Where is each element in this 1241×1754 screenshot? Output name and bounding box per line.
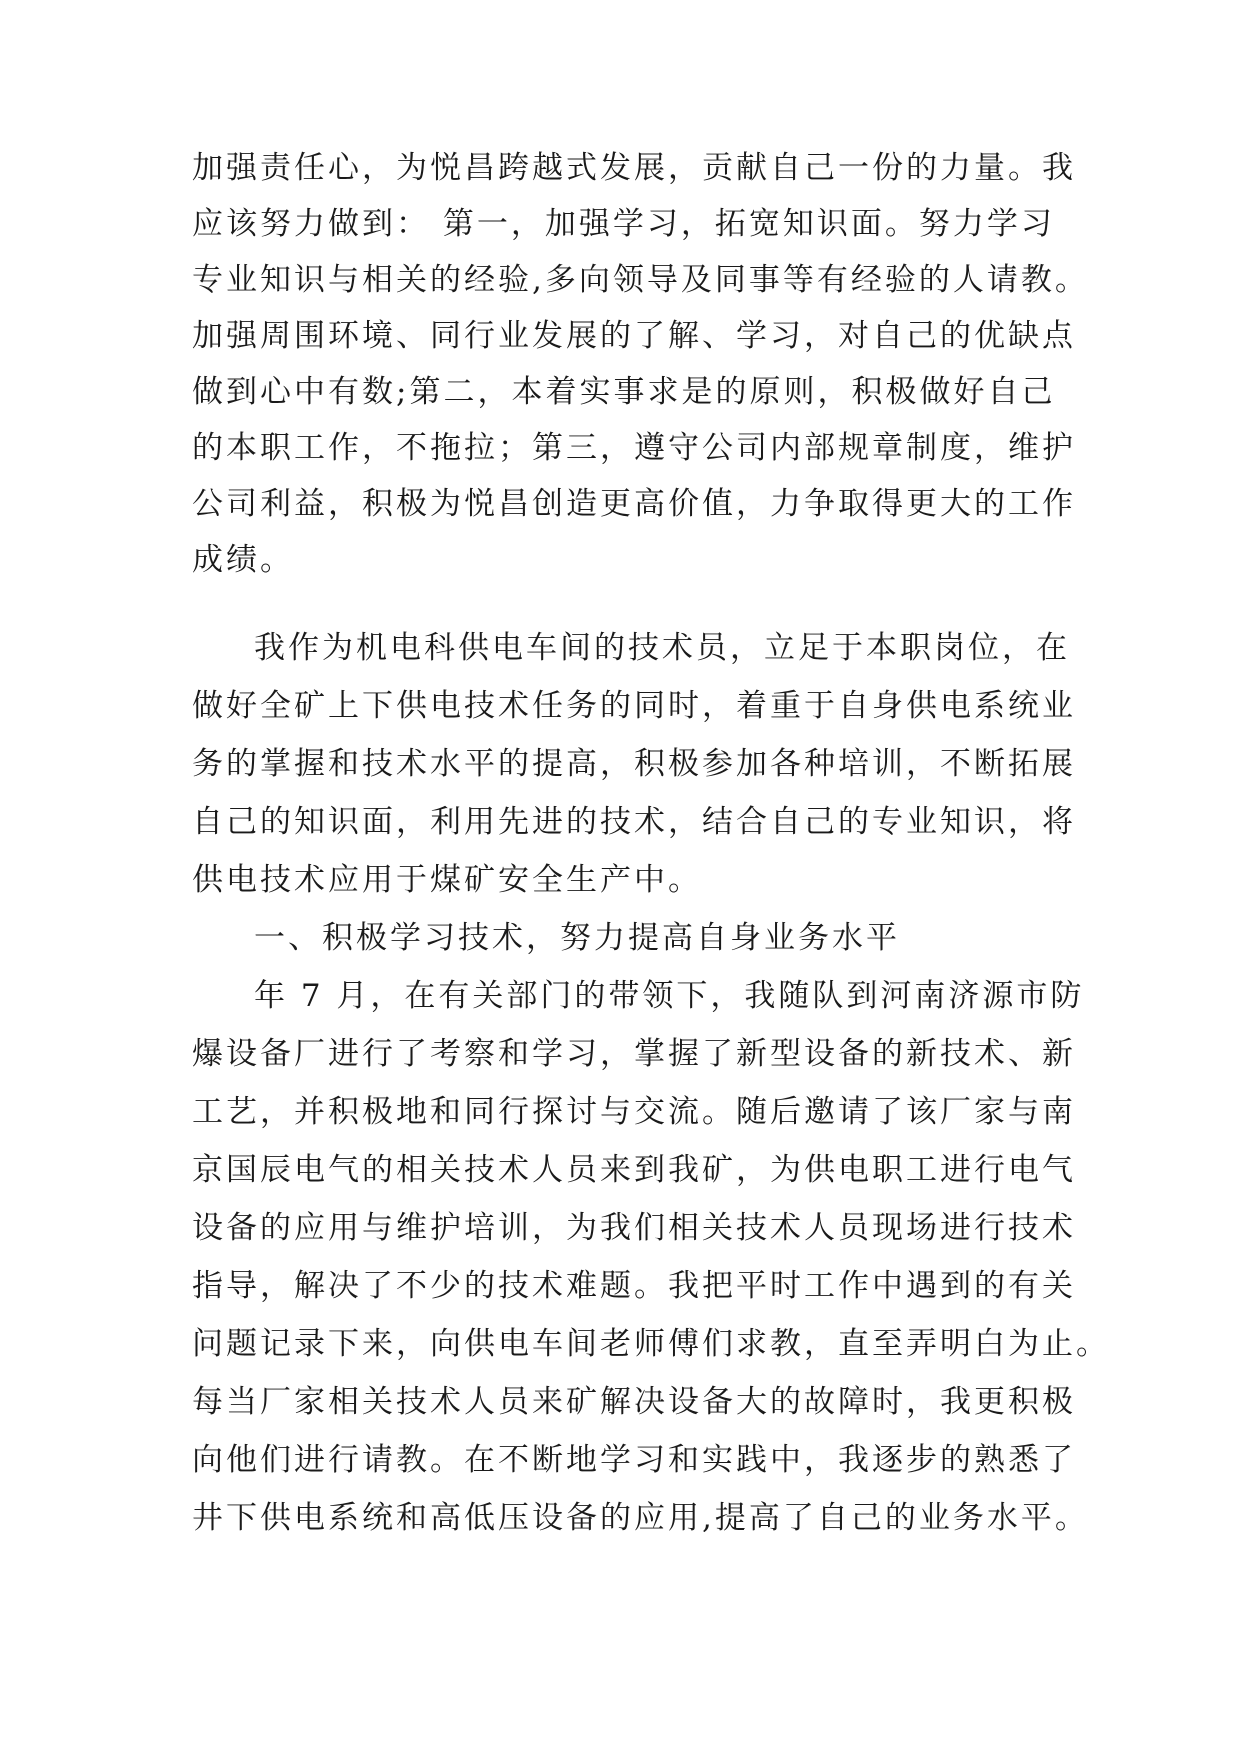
text-line: 做好全矿上下供电技术任务的同时，着重于自身供电系统业 (192, 688, 1076, 724)
text-line: 做到心中有数;第二，本着实事求是的原则，积极做好自己 (192, 374, 1056, 410)
text-line: 供电技术应用于煤矿安全生产中。 (192, 862, 702, 898)
text-line: 加强责任心，为悦昌跨越式发展，贡献自己一份的力量。我 (192, 150, 1076, 186)
text-line: 的本职工作，不拖拉；第三，遵守公司内部规章制度，维护 (192, 430, 1076, 466)
text-line: 向他们进行请教。在不断地学习和实践中，我逐步的熟悉了 (192, 1442, 1076, 1478)
text-line: 井下供电系统和高低压设备的应用,提高了自己的业务水平。 (192, 1500, 1089, 1536)
text-line: 京国辰电气的相关技术人员来到我矿，为供电职工进行电气 (192, 1152, 1076, 1188)
text-line: 自己的知识面，利用先进的技术，结合自己的专业知识，将 (192, 804, 1076, 840)
text-line: 公司利益，积极为悦昌创造更高价值，力争取得更大的工作 (192, 486, 1076, 522)
text-line: 专业知识与相关的经验,多向领导及同事等有经验的人请教。 (192, 262, 1089, 298)
text-line: 成绩。 (192, 542, 294, 578)
text-line: 务的掌握和技术水平的提高，积极参加各种培训，不断拓展 (192, 746, 1076, 782)
text-line: 工艺，并积极地和同行探讨与交流。随后邀请了该厂家与南 (192, 1094, 1076, 1130)
text-line: 设备的应用与维护培训，为我们相关技术人员现场进行技术 (192, 1210, 1076, 1246)
text-line: 加强周围环境、同行业发展的了解、学习，对自己的优缺点 (192, 318, 1076, 354)
text-line: 应该努力做到： 第一，加强学习，拓宽知识面。努力学习 (192, 206, 1055, 242)
section-heading: 一、积极学习技术，努力提高自身业务水平 (254, 920, 900, 956)
paragraph-first-line: 我作为机电科供电车间的技术员，立足于本职岗位，在 (254, 630, 1070, 666)
text-line: 爆设备厂进行了考察和学习，掌握了新型设备的新技术、新 (192, 1036, 1076, 1072)
text-line: 每当厂家相关技术人员来矿解决设备大的故障时，我更积极 (192, 1384, 1076, 1420)
paragraph-first-line: 年 7 月，在有关部门的带领下，我随队到河南济源市防 (254, 978, 1085, 1014)
text-line: 问题记录下来，向供电车间老师傅们求教，直至弄明白为止。 (192, 1326, 1110, 1362)
text-line: 指导，解决了不少的技术难题。我把平时工作中遇到的有关 (192, 1268, 1076, 1304)
